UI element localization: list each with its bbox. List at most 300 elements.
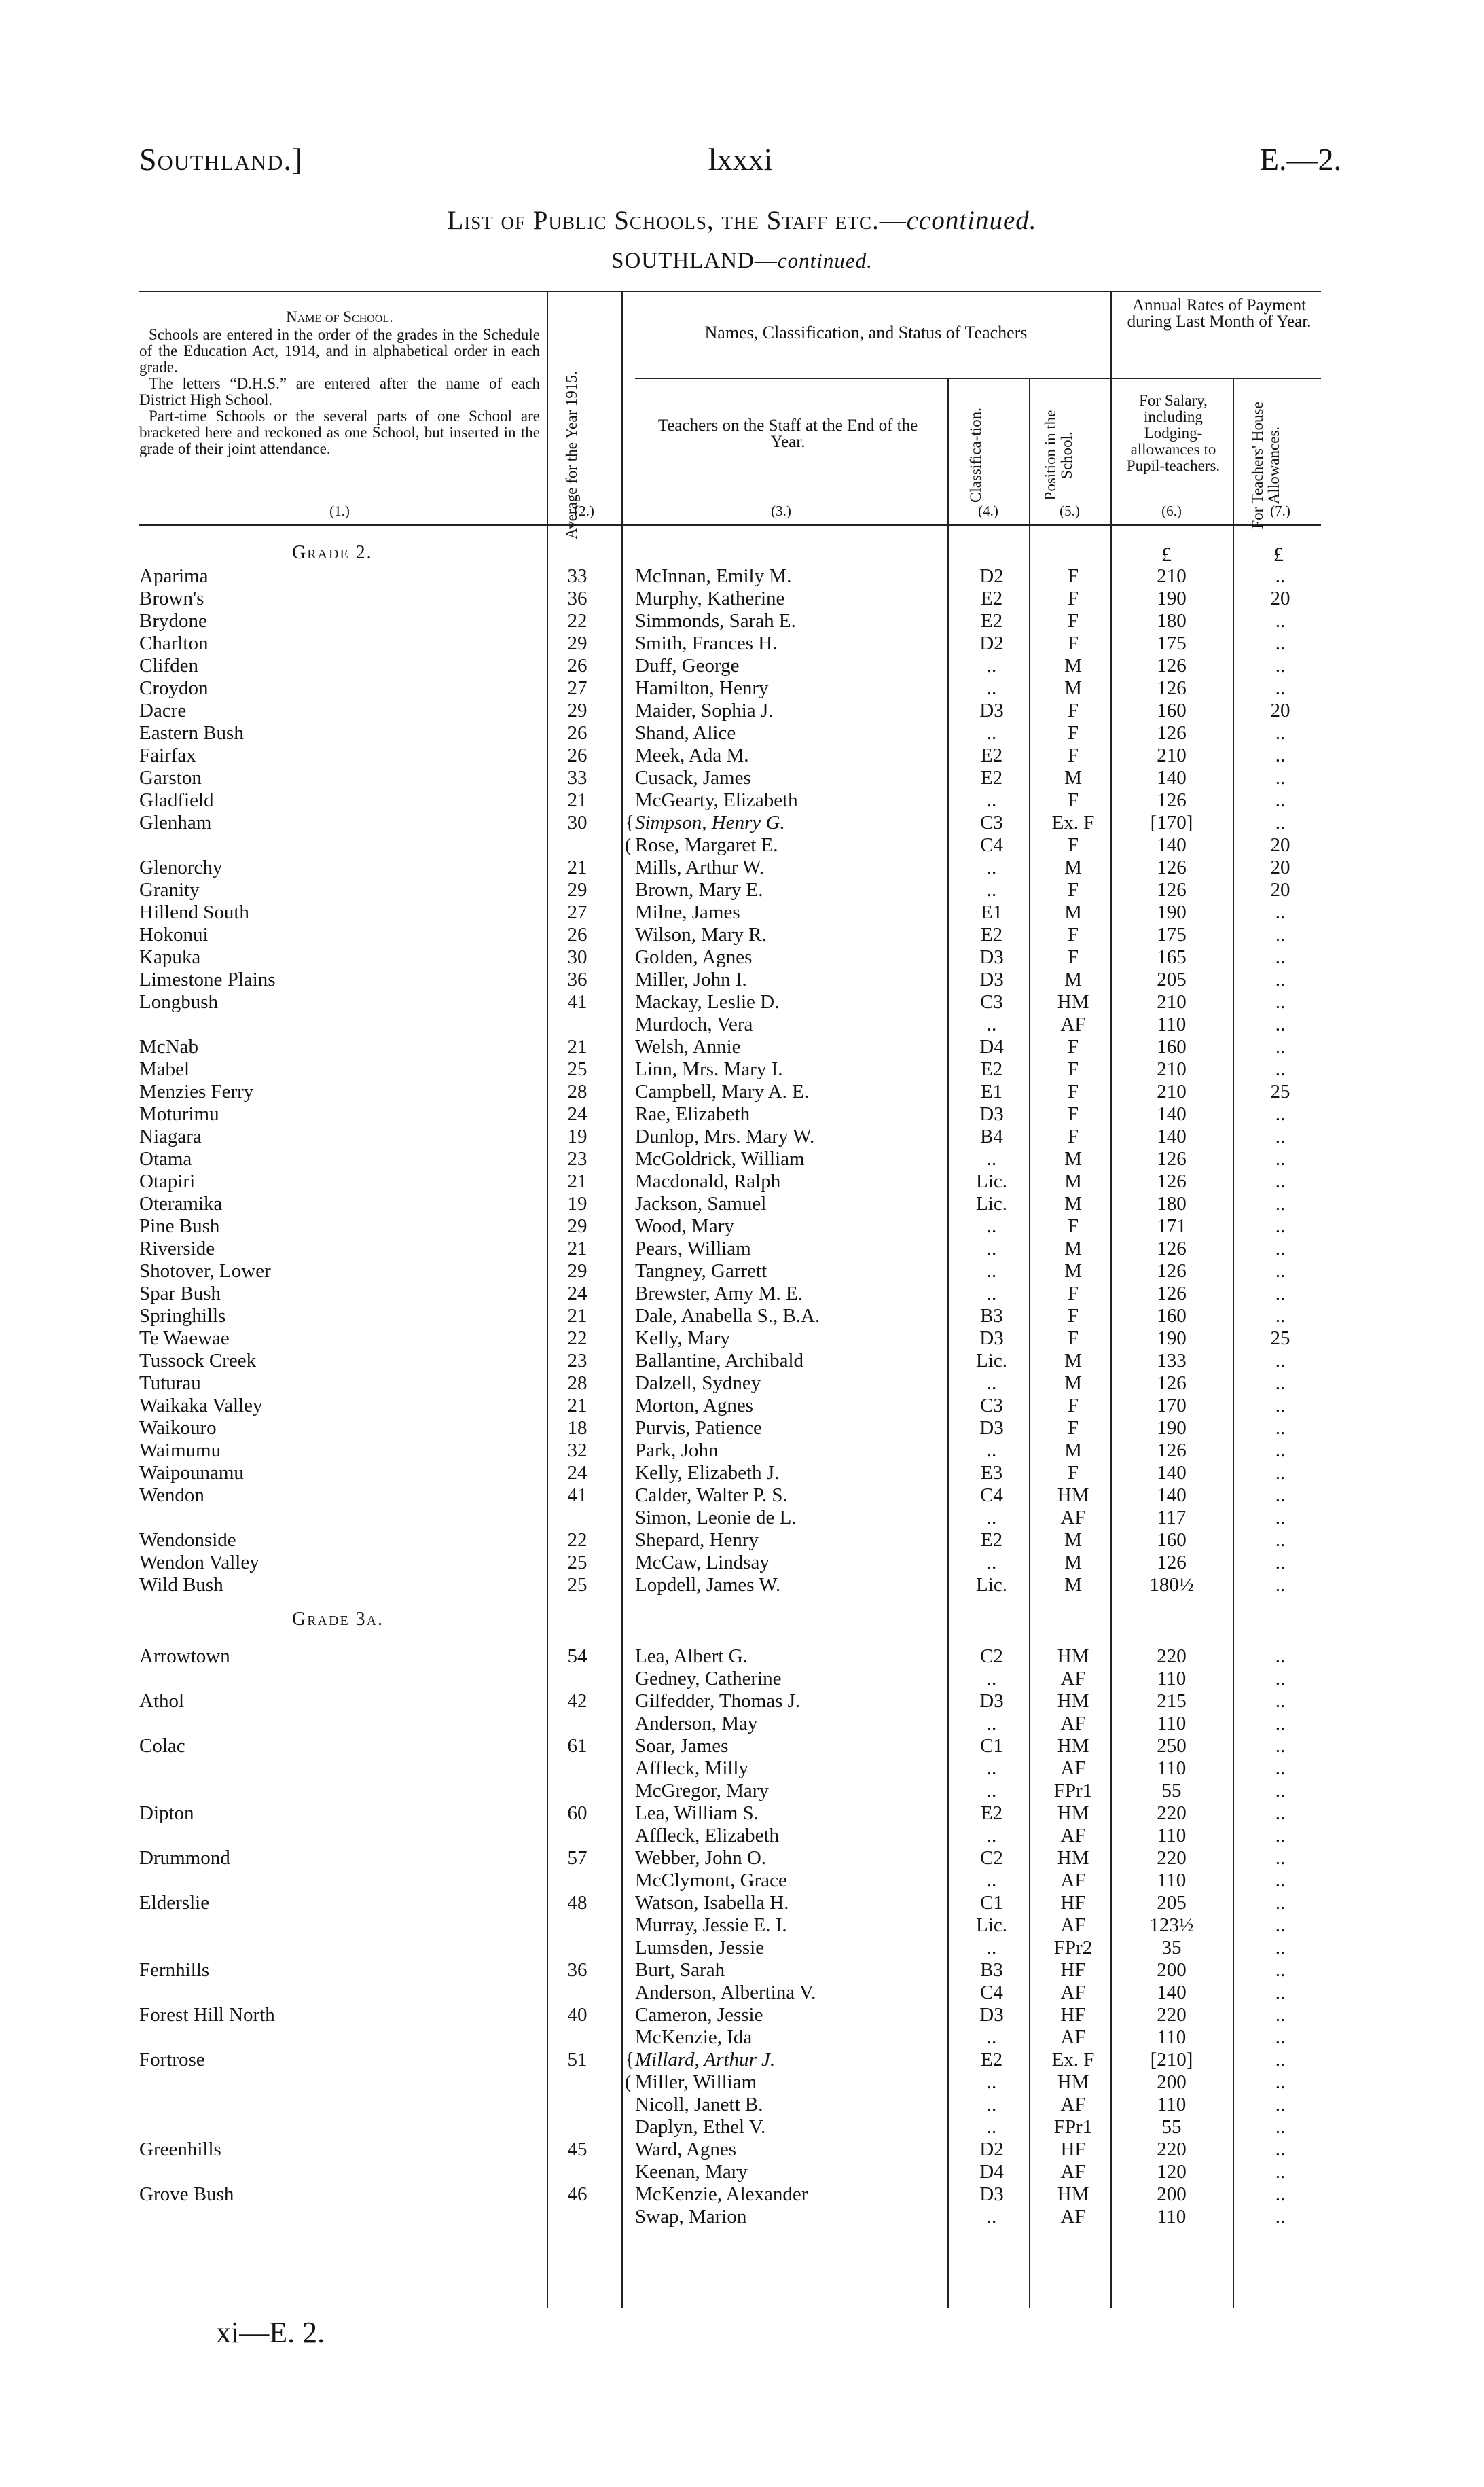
house-allowance: .. <box>1275 1215 1286 1237</box>
position: HM <box>1057 991 1089 1013</box>
salary: 160 <box>1157 700 1187 721</box>
salary: 110 <box>1157 2206 1187 2227</box>
position: HM <box>1057 1645 1089 1667</box>
classification: .. <box>986 1283 997 1304</box>
position: M <box>1064 901 1082 923</box>
position: AF <box>1060 2161 1086 2183</box>
school-name: Pine Bush <box>139 1215 220 1237</box>
classification: D3 <box>979 1690 1004 1712</box>
teacher-name: Wood, Mary <box>635 1215 734 1237</box>
school-name: Otapiri <box>139 1170 196 1192</box>
table-row <box>0 834 1484 857</box>
position: M <box>1064 1372 1082 1394</box>
classification: .. <box>986 1260 997 1282</box>
house-allowance: .. <box>1275 2161 1286 2183</box>
teacher-name: McKenzie, Ida <box>635 2026 753 2048</box>
header-note-2: The letters “D.H.S.” are entered after the name of each District High School. <box>139 375 540 408</box>
table-row <box>0 1914 1484 1937</box>
salary: 200 <box>1157 2183 1187 2205</box>
joint-school-bracket: ( <box>625 2071 632 2093</box>
school-name: Charlton <box>139 632 209 654</box>
average-attendance: 26 <box>567 924 587 946</box>
average-attendance: 29 <box>567 1260 587 1282</box>
teacher-name: Simpson, Henry G. <box>635 812 785 834</box>
school-name: Waipounamu <box>139 1462 244 1484</box>
table-row <box>0 2206 1484 2228</box>
salary: 126 <box>1157 1439 1187 1461</box>
table-row <box>0 1735 1484 1757</box>
table-row <box>0 1372 1484 1395</box>
position: HM <box>1057 1690 1089 1712</box>
table-row <box>0 655 1484 677</box>
average-attendance: 60 <box>567 1802 587 1824</box>
grade-heading: Grade 2. <box>292 542 373 563</box>
house-allowance: .. <box>1275 1982 1286 2003</box>
position: AF <box>1060 1668 1086 1689</box>
salary: 110 <box>1157 1713 1187 1734</box>
school-name: Waikaka Valley <box>139 1395 263 1416</box>
teacher-name: Golden, Agnes <box>635 946 753 968</box>
table-row <box>0 700 1484 722</box>
salary: 140 <box>1157 1103 1187 1125</box>
house-allowance: .. <box>1275 1507 1286 1528</box>
position: F <box>1067 1081 1079 1103</box>
position: F <box>1067 1103 1079 1125</box>
position: F <box>1067 924 1079 946</box>
table-row <box>0 1327 1484 1350</box>
teacher-name: Mackay, Leslie D. <box>635 991 780 1013</box>
header-bottom-rule <box>139 524 1321 526</box>
teacher-name: Kelly, Mary <box>635 1327 730 1349</box>
table-row <box>0 1507 1484 1529</box>
position: F <box>1067 1058 1079 1080</box>
salary: 126 <box>1157 879 1187 901</box>
house-allowance: .. <box>1275 1193 1286 1215</box>
school-name: Granity <box>139 879 200 901</box>
salary: 126 <box>1157 1260 1187 1282</box>
house-allowance: .. <box>1275 1395 1286 1416</box>
salary: 215 <box>1157 1690 1187 1712</box>
classification: C1 <box>980 1892 1003 1914</box>
classification: C4 <box>980 1484 1003 1506</box>
house-allowance: .. <box>1275 610 1286 632</box>
classification: .. <box>986 1439 997 1461</box>
position: F <box>1067 834 1079 856</box>
table-row <box>0 767 1484 789</box>
salary: 190 <box>1157 1327 1187 1349</box>
salary: 140 <box>1157 1982 1187 2003</box>
position: AF <box>1060 1014 1086 1035</box>
teacher-name: Ward, Agnes <box>635 2139 737 2160</box>
teacher-name: Affleck, Elizabeth <box>635 1825 780 1846</box>
house-allowance: .. <box>1275 1757 1286 1779</box>
average-attendance: 21 <box>567 1170 587 1192</box>
table-row <box>0 1395 1484 1417</box>
average-attendance: 40 <box>567 2004 587 2026</box>
house-allowance: .. <box>1275 677 1286 699</box>
position: HM <box>1057 1484 1089 1506</box>
classification: .. <box>986 2026 997 2048</box>
classification: D4 <box>979 2161 1004 2183</box>
teacher-name: Soar, James <box>635 1735 729 1757</box>
school-name: Dipton <box>139 1802 194 1824</box>
position: M <box>1064 1552 1082 1573</box>
table-row <box>0 565 1484 588</box>
average-attendance: 30 <box>567 946 587 968</box>
table-row <box>0 812 1484 834</box>
classification: .. <box>986 1238 997 1259</box>
table-row <box>0 1937 1484 1959</box>
joint-school-bracket: { <box>625 812 634 834</box>
page-number: lxxxi <box>708 142 773 177</box>
classification: .. <box>986 2206 997 2227</box>
teacher-name: Macdonald, Ralph <box>635 1170 781 1192</box>
column-number-3: (3.) <box>771 503 791 519</box>
classification: E2 <box>980 745 1003 766</box>
classification: .. <box>986 1937 997 1958</box>
position: F <box>1067 1417 1079 1439</box>
page-subtitle <box>0 249 1484 274</box>
classification: .. <box>986 1713 997 1734</box>
position: M <box>1064 969 1082 990</box>
classification: Lic. <box>976 1350 1007 1372</box>
position: HM <box>1057 1735 1089 1757</box>
page-footer: xi—E. 2. <box>216 2316 325 2349</box>
teacher-name: Webber, John O. <box>635 1847 767 1869</box>
teacher-name: Mills, Arthur W. <box>635 857 765 878</box>
average-attendance: 26 <box>567 655 587 677</box>
teacher-name: McClymont, Grace <box>635 1869 787 1891</box>
table-row <box>0 1574 1484 1596</box>
school-name: Drummond <box>139 1847 230 1869</box>
currency-symbol: £ <box>1273 543 1284 566</box>
position: AF <box>1060 1982 1086 2003</box>
salary: 140 <box>1157 1484 1187 1506</box>
house-allowance: .. <box>1275 767 1286 789</box>
position: M <box>1064 857 1082 878</box>
table-row <box>0 1529 1484 1552</box>
classification: E2 <box>980 610 1003 632</box>
average-attendance: 21 <box>567 1305 587 1327</box>
house-allowance: .. <box>1275 1372 1286 1394</box>
school-name: Longbush <box>139 991 218 1013</box>
house-allowance: .. <box>1275 1825 1286 1846</box>
house-allowance: .. <box>1275 655 1286 677</box>
house-allowance: 25 <box>1270 1081 1290 1103</box>
house-allowance: .. <box>1275 789 1286 811</box>
school-name: Fernhills <box>139 1959 210 1981</box>
classification: D3 <box>979 946 1004 968</box>
classification: E2 <box>980 588 1003 609</box>
house-allowance: .. <box>1275 1574 1286 1596</box>
teacher-name: Purvis, Patience <box>635 1417 762 1439</box>
table-row <box>0 1959 1484 1982</box>
teacher-name: Simmonds, Sarah E. <box>635 610 796 632</box>
school-name: Moturimu <box>139 1103 219 1125</box>
header-average-attendance: Average for the Year 1915. <box>563 371 580 539</box>
salary: 133 <box>1157 1350 1187 1372</box>
average-attendance: 29 <box>567 632 587 654</box>
table-row <box>0 1260 1484 1283</box>
table-row <box>0 1238 1484 1260</box>
house-allowance: .. <box>1275 1937 1286 1958</box>
school-name: Spar Bush <box>139 1283 221 1304</box>
classification: Lic. <box>976 1193 1007 1215</box>
average-attendance: 51 <box>567 2049 587 2071</box>
salary: 110 <box>1157 1825 1187 1846</box>
teacher-name: Brewster, Amy M. E. <box>635 1283 803 1304</box>
average-attendance: 18 <box>567 1417 587 1439</box>
salary: 126 <box>1157 722 1187 744</box>
salary: 175 <box>1157 632 1187 654</box>
position: HF <box>1060 2139 1086 2160</box>
classification: D4 <box>979 1036 1004 1058</box>
school-name: Gladfield <box>139 789 214 811</box>
classification: .. <box>986 1825 997 1846</box>
position: HF <box>1060 1959 1086 1981</box>
teacher-name: Anderson, May <box>635 1713 758 1734</box>
salary: 140 <box>1157 1126 1187 1147</box>
school-name: Forest Hill North <box>139 2004 275 2026</box>
salary: 126 <box>1157 1552 1187 1573</box>
house-allowance: 20 <box>1270 588 1290 609</box>
position: F <box>1067 1395 1079 1416</box>
teacher-name: Murdoch, Vera <box>635 1014 753 1035</box>
house-allowance: 25 <box>1270 1327 1290 1349</box>
average-attendance: 27 <box>567 901 587 923</box>
position: AF <box>1060 1507 1086 1528</box>
house-allowance: .. <box>1275 1892 1286 1914</box>
salary: 250 <box>1157 1735 1187 1757</box>
school-name: Garston <box>139 767 202 789</box>
teacher-name: Lopdell, James W. <box>635 1574 781 1596</box>
salary: 171 <box>1157 1215 1187 1237</box>
table-row <box>0 2116 1484 2139</box>
average-attendance: 22 <box>567 1327 587 1349</box>
table-row <box>0 677 1484 700</box>
salary: 126 <box>1157 1148 1187 1170</box>
teacher-name: Miller, William <box>635 2071 757 2093</box>
teacher-name: Shand, Alice <box>635 722 736 744</box>
house-allowance: .. <box>1275 1735 1286 1757</box>
average-attendance: 28 <box>567 1372 587 1394</box>
subtitle-main: SOUTHLAND— <box>611 249 778 273</box>
position: HF <box>1060 2004 1086 2026</box>
average-attendance: 24 <box>567 1103 587 1125</box>
salary: 210 <box>1157 991 1187 1013</box>
column-number-4: (4.) <box>978 503 998 519</box>
house-allowance: .. <box>1275 2004 1286 2026</box>
teacher-name: Millard, Arthur J. <box>635 2049 776 2071</box>
house-allowance: .. <box>1275 1170 1286 1192</box>
school-name: Mabel <box>139 1058 190 1080</box>
salary: 110 <box>1157 1757 1187 1779</box>
classification: .. <box>986 1507 997 1528</box>
school-name: Greenhills <box>139 2139 221 2160</box>
position: AF <box>1060 1757 1086 1779</box>
classification: C4 <box>980 1982 1003 2003</box>
position: M <box>1064 1148 1082 1170</box>
position: FPr2 <box>1053 1937 1093 1958</box>
classification: .. <box>986 1215 997 1237</box>
position: AF <box>1060 1869 1086 1891</box>
header-group-rule <box>635 378 1321 379</box>
school-name: McNab <box>139 1036 198 1058</box>
teacher-name: Park, John <box>635 1439 719 1461</box>
table-row <box>0 1869 1484 1892</box>
house-allowance: .. <box>1275 1552 1286 1573</box>
table-row <box>0 946 1484 969</box>
teacher-name: Wilson, Mary R. <box>635 924 767 946</box>
table-row <box>0 1350 1484 1372</box>
column-number-6: (6.) <box>1161 503 1182 519</box>
header-names-group: Names, Classification, and Status of Teachers <box>704 323 1028 342</box>
salary: 165 <box>1157 946 1187 968</box>
classification: .. <box>986 1372 997 1394</box>
average-attendance: 33 <box>567 767 587 789</box>
classification: E3 <box>980 1462 1003 1484</box>
teacher-name: Keenan, Mary <box>635 2161 748 2183</box>
school-name: Niagara <box>139 1126 202 1147</box>
teacher-name: McInnan, Emily M. <box>635 565 792 587</box>
table-row <box>0 879 1484 901</box>
salary: [210] <box>1150 2049 1193 2071</box>
table-row <box>0 2094 1484 2116</box>
position: M <box>1064 1529 1082 1551</box>
table-row <box>0 1036 1484 1058</box>
header-note-1: Schools are entered in the order of the grades in the Schedule of the Education Act, 1914, and in alphabetical order in each grade. <box>139 326 540 376</box>
house-allowance: .. <box>1275 991 1286 1013</box>
classification: D2 <box>979 632 1004 654</box>
teacher-name: Milne, James <box>635 901 740 923</box>
house-allowance: .. <box>1275 1058 1286 1080</box>
average-attendance: 24 <box>567 1462 587 1484</box>
table-row <box>0 924 1484 946</box>
school-name: Aparima <box>139 565 209 587</box>
position: F <box>1067 632 1079 654</box>
classification: E1 <box>980 1081 1003 1103</box>
position: F <box>1067 879 1079 901</box>
classification: .. <box>986 857 997 878</box>
salary: 55 <box>1161 2116 1182 2138</box>
average-attendance: 41 <box>567 991 587 1013</box>
house-allowance: .. <box>1275 1014 1286 1035</box>
teacher-name: Hamilton, Henry <box>635 677 769 699</box>
table-row <box>0 1462 1484 1484</box>
table-row <box>0 1892 1484 1914</box>
table-row <box>0 857 1484 879</box>
teacher-name: Dalzell, Sydney <box>635 1372 761 1394</box>
table-row <box>0 1757 1484 1780</box>
classification: .. <box>986 2116 997 2138</box>
salary: 140 <box>1157 767 1187 789</box>
salary: 210 <box>1157 1081 1187 1103</box>
salary: 200 <box>1157 2071 1187 2093</box>
school-name: Waikouro <box>139 1417 217 1439</box>
school-name: Tussock Creek <box>139 1350 257 1372</box>
house-allowance: .. <box>1275 2183 1286 2205</box>
salary: 126 <box>1157 857 1187 878</box>
table-row <box>0 1215 1484 1238</box>
salary: 180 <box>1157 610 1187 632</box>
school-name: Otama <box>139 1148 192 1170</box>
house-allowance: .. <box>1275 1529 1286 1551</box>
teacher-name: Murray, Jessie E. I. <box>635 1914 787 1936</box>
classification: Lic. <box>976 1574 1007 1596</box>
classification: D2 <box>979 2139 1004 2160</box>
table-row <box>0 2183 1484 2206</box>
house-allowance: .. <box>1275 969 1286 990</box>
school-name: Eastern Bush <box>139 722 244 744</box>
salary: 117 <box>1157 1507 1187 1528</box>
salary: 220 <box>1157 1847 1187 1869</box>
table-row <box>0 1126 1484 1148</box>
position: HM <box>1057 1802 1089 1824</box>
school-name: Waimumu <box>139 1439 221 1461</box>
school-name: Brown's <box>139 588 204 609</box>
classification: C2 <box>980 1847 1003 1869</box>
table-row <box>0 1552 1484 1574</box>
currency-symbol: £ <box>1161 543 1172 566</box>
house-allowance: .. <box>1275 2026 1286 2048</box>
house-allowance: .. <box>1275 1148 1286 1170</box>
header-name-of-school-title: Name of School. <box>286 308 393 325</box>
house-allowance: .. <box>1275 1305 1286 1327</box>
classification: D3 <box>979 2004 1004 2026</box>
position: F <box>1067 1215 1079 1237</box>
salary: 126 <box>1157 1238 1187 1259</box>
position: F <box>1067 722 1079 744</box>
school-name: Glenorchy <box>139 857 223 878</box>
salary: 190 <box>1157 1417 1187 1439</box>
table-row <box>0 1847 1484 1869</box>
teacher-name: Duff, George <box>635 655 740 677</box>
average-attendance: 23 <box>567 1350 587 1372</box>
table-row <box>0 1439 1484 1462</box>
house-allowance: .. <box>1275 1780 1286 1802</box>
house-allowance: .. <box>1275 1847 1286 1869</box>
salary: 120 <box>1157 2161 1187 2183</box>
position: M <box>1064 1238 1082 1259</box>
position: F <box>1067 946 1079 968</box>
classification: D3 <box>979 700 1004 721</box>
house-allowance: .. <box>1275 2049 1286 2071</box>
position: Ex. F <box>1051 2049 1095 2071</box>
salary: 110 <box>1157 2094 1187 2115</box>
average-attendance: 21 <box>567 1036 587 1058</box>
average-attendance: 61 <box>567 1735 587 1757</box>
school-name: Menzies Ferry <box>139 1081 254 1103</box>
table-row <box>0 1825 1484 1847</box>
table-row <box>0 1780 1484 1802</box>
position: M <box>1064 1350 1082 1372</box>
teacher-name: Gedney, Catherine <box>635 1668 782 1689</box>
table-row <box>0 1802 1484 1825</box>
position: HF <box>1060 1892 1086 1914</box>
table-row <box>0 610 1484 632</box>
salary: 126 <box>1157 1372 1187 1394</box>
house-allowance: 20 <box>1270 857 1290 878</box>
average-attendance: 24 <box>567 1283 587 1304</box>
table-row <box>0 1081 1484 1103</box>
average-attendance: 19 <box>567 1126 587 1147</box>
classification: D3 <box>979 969 1004 990</box>
column-number-7: (7.) <box>1270 503 1290 519</box>
position: FPr1 <box>1053 1780 1093 1802</box>
house-allowance: .. <box>1275 1462 1286 1484</box>
average-attendance: 29 <box>567 1215 587 1237</box>
header-salary: For Salary, including Lodging-allowances to Pupil-teachers. <box>1126 392 1220 474</box>
